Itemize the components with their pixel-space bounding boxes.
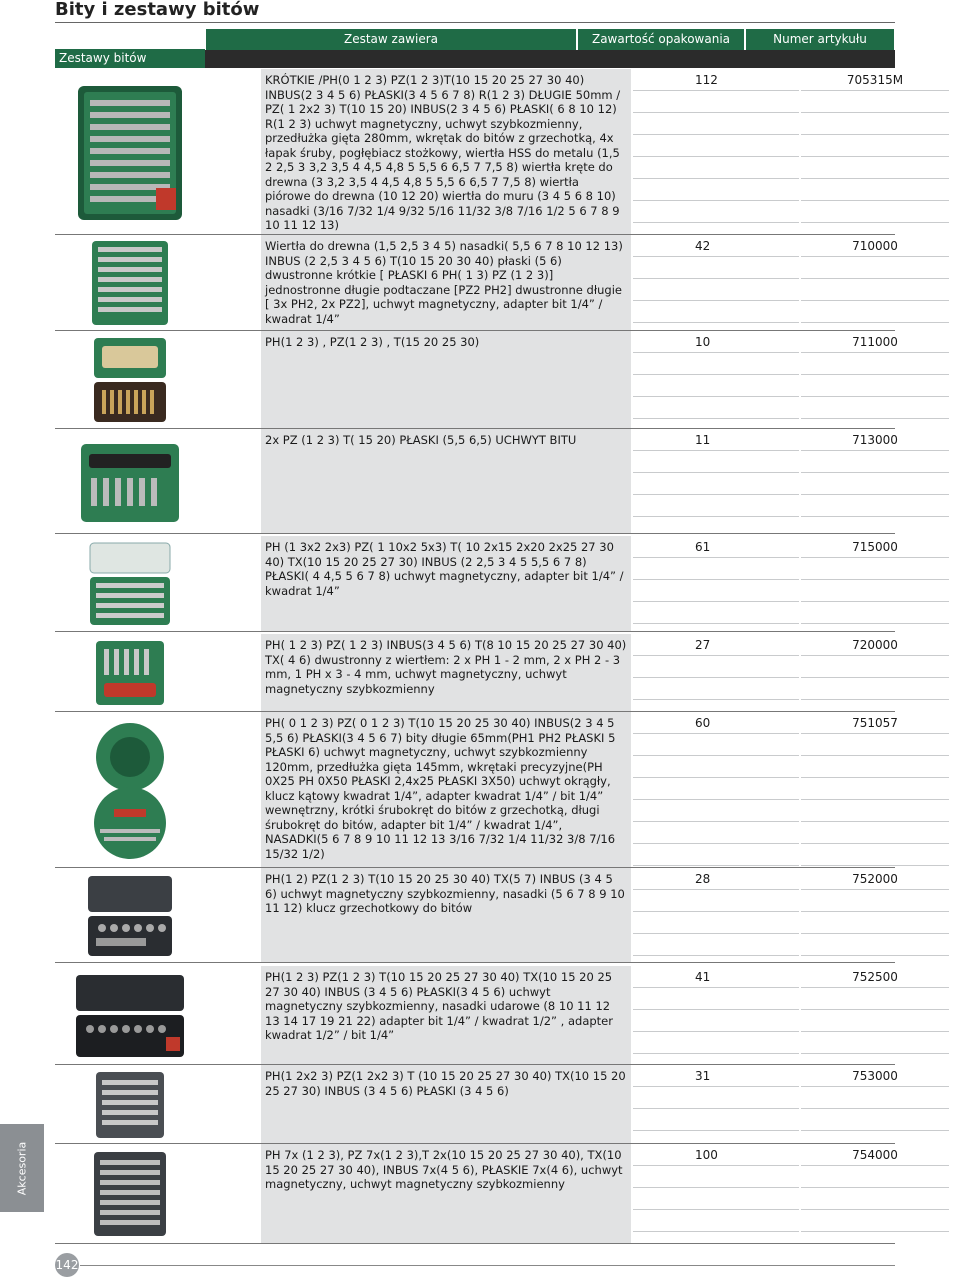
quantity-cell — [633, 536, 799, 632]
article-cell — [801, 235, 949, 331]
article-cell — [801, 429, 949, 534]
article-number: 754000 — [852, 1148, 898, 1162]
table-row — [55, 235, 898, 331]
quantity-value: 41 — [695, 970, 711, 984]
article-number: 705315M — [846, 73, 904, 87]
description-text: PH( 0 1 2 3) PZ( 0 1 2 3) T(10 15 20 25 30 40) INBUS(2 3 4 5 5,5 6) PŁASKI(3 4 5 6 7) bity długie 65mm(PH1 PH2 PŁASKI 5 PŁASKI 6) uchwyt magnetyczny, uchwyt szybkozmienny 120mm, przedłużka gięta 145mm, wkrętaki precyzyjne(PH 0X25 PH 0X50 PŁASKI 2,4x25 PŁASKI 3X50) uchwyt okrągły, klucz kątowy kwadrat 1/4”, adapter kwadrat 1/4” / bit 1/4” wewnętrzny, krótki śrubokręt do bitów z grzechotką, długi śrubokręt do bitów, adapter bit 1/4” / kwadrat 1/4”, NASADKI(5 6 7 8 9 10 11 12 13 3/16 7/32 1/4 11/32 3/8 7/16 15/32 1/2) — [265, 716, 616, 861]
description-text: 2x PZ (1 2 3) T( 15 20) PŁASKI (5,5 6,5) UCHWYT BITU — [265, 433, 577, 447]
product-photo — [55, 235, 205, 331]
article-cell — [801, 1144, 949, 1243]
quantity-value: 27 — [695, 638, 711, 652]
product-photo — [55, 429, 205, 534]
article-cell — [801, 966, 949, 1065]
bit-set-dark-case-icon — [82, 872, 178, 960]
bit-set-holder-icon — [75, 436, 185, 528]
row-divider — [55, 631, 895, 632]
bit-set-clear-case-icon — [84, 539, 176, 629]
description-cell — [261, 712, 631, 868]
article-number: 715000 — [852, 540, 898, 554]
article-cell — [801, 868, 949, 963]
side-tab-label: Akcesoria — [15, 1141, 29, 1195]
description-text: PH(1 2 3) PZ(1 2 3) T(10 15 20 25 27 30 40) TX(10 15 20 25 27 30 40) INBUS (3 4 5 6) PŁASKI(3 4 5 6) uchwyt magnetyczny szybkozmienny, nasadki udarowe (8 10 11 12 13 14 17 19 21 22) adapter bit 1/4” / kwadrat 1/2” , adapter kwadrat 1/2” / bit 1/4” — [265, 970, 613, 1042]
article-number: 710000 — [852, 239, 898, 253]
header-quantity: Zawartość opakowania — [578, 29, 744, 50]
section-label: Zestawy bitów — [55, 49, 205, 68]
description-cell — [261, 1144, 631, 1243]
quantity-value: 42 — [695, 239, 711, 253]
description-text: PH(1 2x2 3) PZ(1 2x2 3) T (10 15 20 25 27 30 40) TX(10 15 20 25 27 30) INBUS (3 4 5 6) PŁASKI (3 4 5 6) — [265, 1069, 626, 1098]
article-cell — [801, 1065, 949, 1144]
description-cell — [261, 1065, 631, 1144]
product-photo — [55, 69, 205, 236]
quantity-cell — [633, 712, 799, 868]
description-cell — [261, 331, 631, 429]
article-number: 752000 — [852, 872, 898, 886]
bit-set-black-case-icon — [72, 971, 188, 1061]
row-divider — [55, 962, 895, 963]
table-row — [55, 634, 898, 712]
description-text: PH (1 3x2 2x3) PZ( 1 10x2 5x3) T( 10 2x15 2x20 2x25 27 30 40) TX(10 15 20 25 27 30) INBUS (2 2,5 3 4 5 5,5 6 7 8) PŁASKI( 4 4,5 5 6 7 8) uchwyt magnetyczny, adapter bit 1/4” / kwadrat 1/4” — [265, 540, 624, 598]
quantity-value: 28 — [695, 872, 711, 886]
quantity-cell — [633, 634, 799, 712]
article-number: 713000 — [852, 433, 898, 447]
quantity-cell — [633, 235, 799, 331]
bit-set-case-large-icon — [70, 78, 190, 228]
quantity-cell — [633, 868, 799, 963]
table-row — [55, 331, 898, 429]
quantity-value: 112 — [695, 73, 718, 87]
description-text: KRÓTKIE /PH(0 1 2 3) PZ(1 2 3)T(10 15 20 25 27 30 40) INBUS(2 3 4 5 6) PŁASKI(3 4 5 6 7 8) R(1 2 3) DŁUGIE 50mm / PZ( 1 2x2 3) T(10 15 20) INBUS(2 3 4 5 6) PŁASKI( 6 8 10 12) R(1 2 3) uchwyt magnetyczny, uchwyt szybkozmienny, przedłużka gięta 280mm, wkrętak do bitów z grzechotką, 4x łapak śruby, pogłębiacz stożkowy, wiertła HSS do metalu (1,5 2 2,5 3 3,2 3,5 4 4,5 4,8 5 5,5 6 6,5 7 7,5 8) wiertła kręte do drewna (3 3,2 3,5 4 4,5 4,8 5 5,5 6 6,5 7 7,5 8) wiertła piórowe do drewna (10 12 20) wiertła do muru (3 4 5 6 8 10) nasadki (3/16 7/32 1/4 9/32 5/16 11/32 3/8 7/16 1/2 5 6 7 8 9 10 11 12 13) — [265, 73, 621, 232]
description-cell — [261, 429, 631, 534]
quantity-value: 60 — [695, 716, 711, 730]
article-number: 711000 — [852, 335, 898, 349]
footer-line — [80, 1265, 895, 1266]
product-photo — [55, 331, 205, 429]
bit-set-full-case-icon — [90, 1148, 170, 1240]
description-cell — [261, 966, 631, 1065]
description-text: Wiertła do drewna (1,5 2,5 3 4 5) nasadki( 5,5 6 7 8 10 12 13) INBUS (2 2,5 3 4 5 6) T(10 15 20 30 40) płaski (5 6) dwustronne krótkie [ PŁASKI 6 PH( 1 3) PZ (1 2 3)] jednostronne długie podtaczane [PZ2 PH2] dwustronne długie [ 3x PH2, 2x PZ2], uchwyt magnetyczny, adapter bit 1/4” / kwadrat 1/4” — [265, 239, 623, 326]
quantity-cell — [633, 966, 799, 1065]
bit-set-case-icon — [88, 237, 172, 329]
page-title: Bity i zestawy bitów — [55, 0, 895, 23]
description-cell — [261, 868, 631, 963]
page-number: 142 — [55, 1253, 79, 1277]
quantity-cell — [633, 331, 799, 429]
table-row — [55, 868, 898, 963]
article-number: 720000 — [852, 638, 898, 652]
description-cell — [261, 634, 631, 712]
table-row — [55, 712, 898, 868]
product-photo — [55, 1065, 205, 1144]
article-cell — [801, 712, 949, 868]
header-contents: Zestaw zawiera — [206, 29, 576, 50]
table-row — [55, 1144, 898, 1243]
table-row — [55, 1065, 898, 1144]
article-number: 751057 — [852, 716, 898, 730]
quantity-cell — [633, 69, 799, 236]
description-text: PH(1 2 3) , PZ(1 2 3) , T(15 20 25 30) — [265, 335, 480, 349]
quantity-value: 100 — [695, 1148, 718, 1162]
product-photo — [55, 966, 205, 1065]
bit-set-round-case-icon — [70, 717, 190, 863]
quantity-cell — [633, 429, 799, 534]
bit-set-grey-case-icon — [92, 1068, 168, 1142]
description-text: PH(1 2) PZ(1 2 3) T(10 15 20 25 30 40) TX(5 7) INBUS (3 4 5 6) uchwyt magnetyczny szybkozmienny, nasadki (5 6 7 8 9 10 11 12) klucz grzechotkowy do bitów — [265, 872, 625, 915]
quantity-value: 10 — [695, 335, 711, 349]
table-row — [55, 429, 898, 534]
article-number: 753000 — [852, 1069, 898, 1083]
quantity-value: 31 — [695, 1069, 711, 1083]
article-number: 752500 — [852, 970, 898, 984]
description-cell — [261, 69, 631, 236]
row-divider — [55, 1243, 895, 1244]
bit-set-small-case-icon — [92, 637, 168, 709]
header-article: Numer artykułu — [746, 29, 894, 50]
product-photo — [55, 536, 205, 632]
table-row — [55, 69, 904, 236]
product-photo — [55, 712, 205, 868]
product-photo — [55, 868, 205, 963]
article-cell — [801, 634, 949, 712]
product-photo — [55, 634, 205, 712]
quantity-value: 61 — [695, 540, 711, 554]
row-divider — [55, 533, 895, 534]
bit-set-box-icon — [90, 334, 170, 426]
description-text: PH( 1 2 3) PZ( 1 2 3) INBUS(3 4 5 6) T(8 10 15 20 25 27 30 40) TX( 4 6) dwustronny z wiertłem: 2 x PH 1 - 2 mm, 2 x PH 2 - 3 mm, 1 PH x 3 - 4 mm, uchwyt magnetyczny, uchwyt magnetyczny szybkozmienny — [265, 638, 627, 696]
quantity-cell — [633, 1144, 799, 1243]
table-row — [55, 966, 898, 1065]
side-tab — [0, 1124, 44, 1212]
product-photo — [55, 1144, 205, 1243]
description-cell — [261, 235, 631, 331]
quantity-cell — [633, 1065, 799, 1144]
table-row — [55, 536, 898, 632]
article-cell — [801, 331, 949, 429]
article-cell — [801, 536, 949, 632]
quantity-value: 11 — [695, 433, 711, 447]
description-text: PH 7x (1 2 3), PZ 7x(1 2 3),T 2x(10 15 20 25 27 30 40), TX(10 15 20 25 27 30 40), INBUS 7x(4 5 6), PŁASKIE 7x(4 6), uchwyt magnetyczny, uchwyt magnetyczny szybkozmienny — [265, 1148, 623, 1191]
article-cell — [801, 69, 949, 236]
description-cell — [261, 536, 631, 632]
